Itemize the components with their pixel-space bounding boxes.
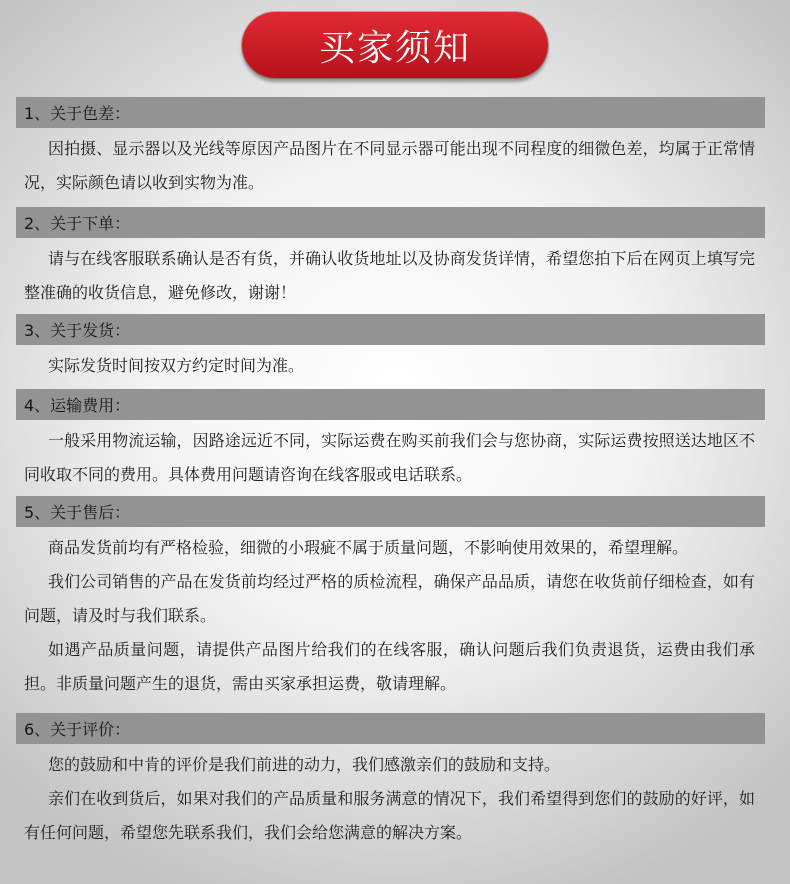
- section-paragraph: 请与在线客服联系确认是否有货，并确认收货地址以及协商发货详情，希望您拍下后在网页上填写完整准确的收货信息，避免修改，谢谢！: [24, 249, 755, 302]
- section-paragraph: 亲们在收到货后，如果对我们的产品质量和服务满意的情况下，我们希望得到您们的鼓励的好评，如有任何问题，希望您先联系我们，我们会给您满意的解决方案。: [24, 789, 755, 842]
- notice-content: [16, 97, 765, 850]
- section-paragraph: 您的鼓励和中肯的评价是我们前进的动力，我们感激亲们的鼓励和支持。: [48, 755, 561, 774]
- section-color-difference: [16, 97, 765, 207]
- section-ordering: [16, 207, 765, 314]
- section-paragraph: 商品发货前均有严格检验，细微的小瑕疵不属于质量问题，不影响使用效果的，希望理解。: [48, 538, 689, 557]
- section-freight-cost: [16, 389, 765, 496]
- section-paragraph: 实际发货时间按双方约定时间为准。: [48, 356, 305, 375]
- section-heading: 4、运输费用：: [16, 389, 765, 420]
- section-heading: 6、关于评价：: [16, 713, 765, 744]
- section-shipping: [16, 314, 765, 389]
- section-paragraph: 因拍摄、显示器以及光线等原因产品图片在不同显示器可能出现不同程度的细微色差，均属于正常情况，实际颜色请以收到实物为准。: [24, 139, 755, 192]
- section-heading: 3、关于发货：: [16, 314, 765, 345]
- section-heading: 1、关于色差：: [16, 97, 765, 128]
- section-heading: 5、关于售后：: [16, 496, 765, 527]
- title-banner: [0, 12, 790, 80]
- page-title: 买家须知: [242, 12, 548, 78]
- section-paragraph: 一般采用物流运输，因路途远近不同，实际运费在购买前我们会与您协商，实际运费按照送达地区不同收取不同的费用。具体费用问题请咨询在线客服或电话联系。: [24, 431, 755, 484]
- section-paragraph: 如遇产品质量问题，请提供产品图片给我们的在线客服，确认问题后我们负责退货，运费由我们承担。非质量问题产生的退货，需由买家承担运费，敬请理解。: [24, 640, 755, 693]
- section-after-sales: [16, 496, 765, 713]
- section-paragraph: 我们公司销售的产品在发货前均经过严格的质检流程，确保产品品质，请您在收货前仔细检查，如有问题，请及时与我们联系。: [24, 572, 755, 625]
- section-reviews: [16, 713, 765, 850]
- section-heading: 2、关于下单：: [16, 207, 765, 238]
